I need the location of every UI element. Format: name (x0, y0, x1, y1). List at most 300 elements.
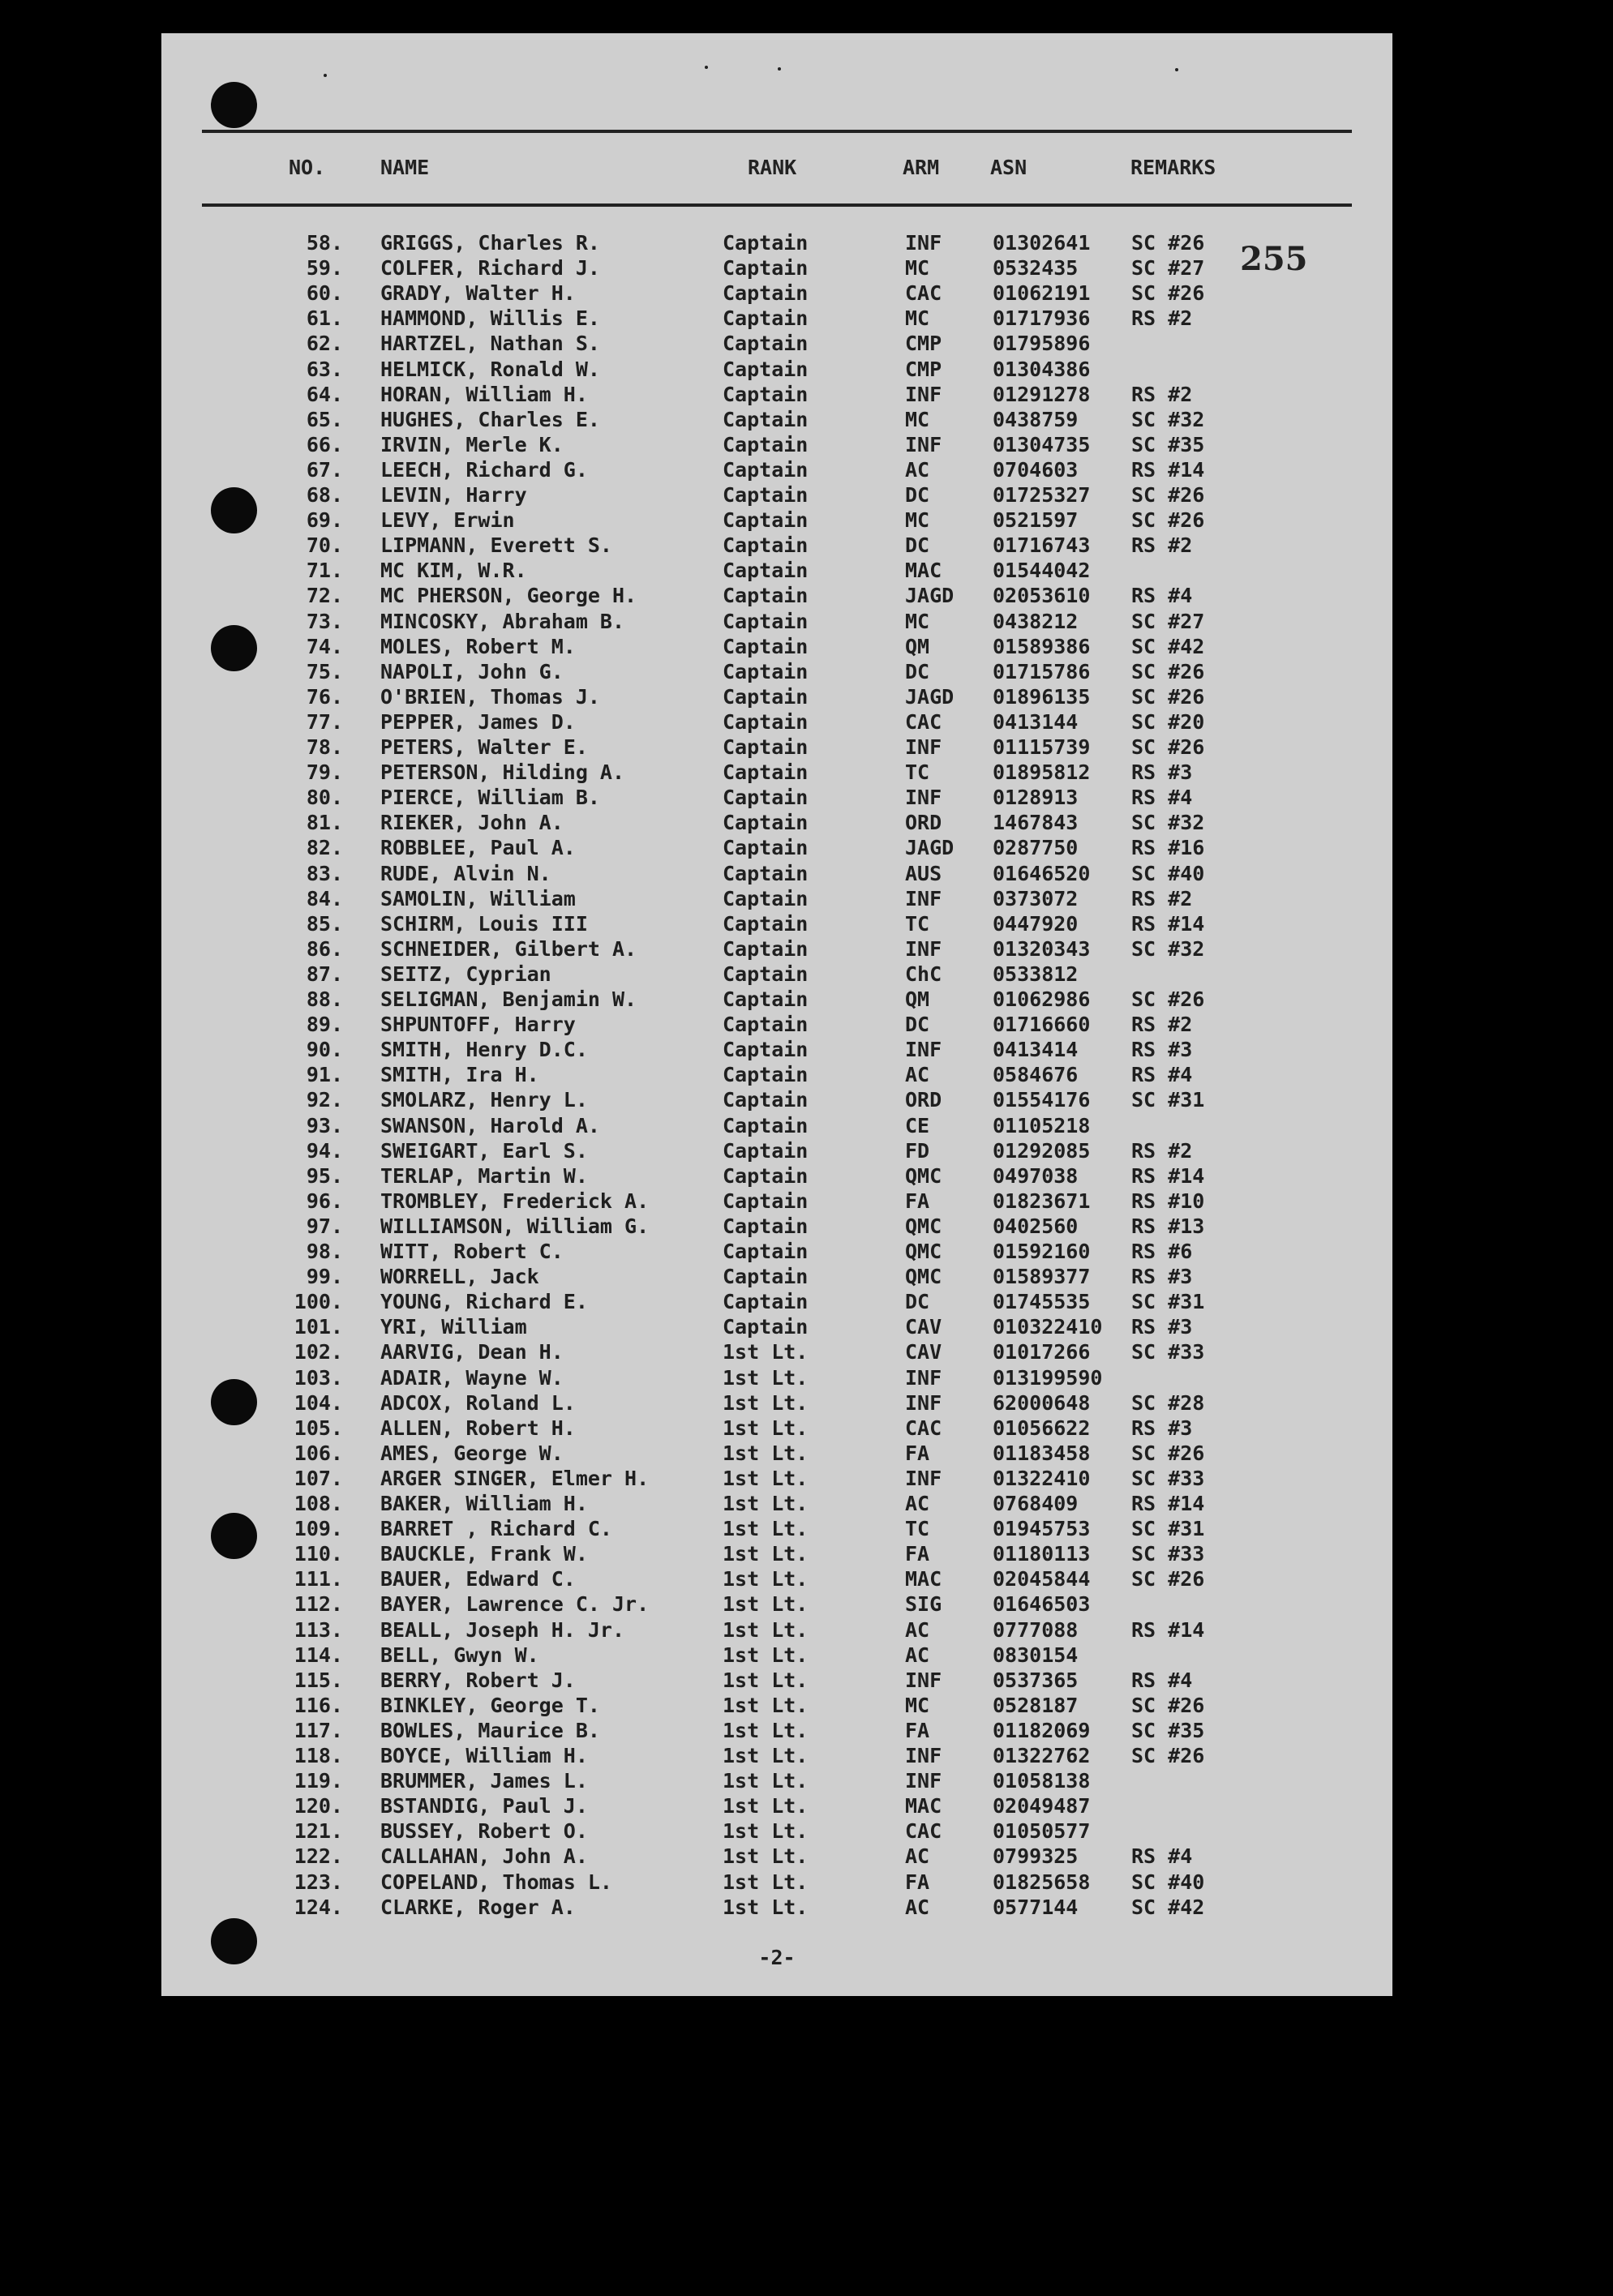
rank: Captain (723, 1163, 809, 1188)
officer-name: SCHIRM, Louis III (380, 911, 588, 936)
remarks: RS #2 (1131, 533, 1193, 558)
rank: Captain (723, 760, 809, 785)
officer-name: YRI, William (380, 1315, 527, 1339)
officer-name: BAUER, Edward C. (380, 1567, 576, 1591)
remarks: RS #6 (1131, 1240, 1193, 1263)
asn: 01304735 (993, 432, 1091, 456)
asn: 0447920 (993, 911, 1079, 936)
row-number: 78. (306, 735, 343, 759)
officer-name: SMITH, Ira H. (380, 1063, 539, 1087)
arm: MAC (905, 1567, 942, 1591)
asn: 01725327 (993, 483, 1091, 507)
rank: 1st Lt. (723, 1592, 809, 1617)
officer-name: SWANSON, Harold A. (380, 1113, 600, 1137)
row-number: 69. (306, 508, 343, 533)
row-number: 79. (306, 760, 343, 785)
row-number: 123. (294, 1870, 343, 1894)
row-number: 105. (294, 1416, 343, 1440)
asn: 01062986 (993, 987, 1091, 1011)
asn: 01896135 (993, 684, 1091, 709)
asn: 01745535 (993, 1290, 1091, 1314)
asn: 0532435 (993, 256, 1079, 281)
asn: 01646520 (993, 861, 1091, 885)
rank: 1st Lt. (723, 1819, 809, 1844)
arm: QMC (905, 1240, 942, 1263)
remarks: SC #31 (1131, 1088, 1205, 1112)
rank: 1st Lt. (723, 1517, 809, 1541)
rank: 1st Lt. (723, 1794, 809, 1818)
arm: CE (905, 1113, 930, 1137)
rank: Captain (723, 1113, 809, 1137)
officer-name: TROMBLEY, Frederick A. (380, 1189, 650, 1213)
arm: AC (905, 1492, 930, 1515)
officer-name: AMES, George W. (380, 1441, 564, 1465)
arm: QMC (905, 1163, 942, 1188)
remarks: SC #40 (1131, 1870, 1205, 1894)
rank: Captain (723, 936, 809, 961)
remarks: RS #3 (1131, 760, 1193, 785)
officer-name: O'BRIEN, Thomas J. (380, 684, 600, 709)
officer-name: WITT, Robert C. (380, 1240, 564, 1263)
asn: 01058138 (993, 1769, 1091, 1793)
arm: MC (905, 1693, 930, 1717)
asn: 0577144 (993, 1895, 1079, 1919)
rank: 1st Lt. (723, 1668, 809, 1692)
asn: 0584676 (993, 1063, 1079, 1087)
rank: 1st Lt. (723, 1895, 809, 1919)
table-row (161, 559, 1392, 584)
rank: Captain (723, 1315, 809, 1339)
table-row (161, 1265, 1392, 1290)
col-header-asn: ASN (990, 156, 1027, 179)
arm: QM (905, 634, 930, 658)
table-row (161, 1315, 1392, 1340)
officer-name: RIEKER, John A. (380, 811, 564, 835)
asn: 0413144 (993, 709, 1079, 734)
officer-name: AARVIG, Dean H. (380, 1340, 564, 1364)
ink-speck (705, 66, 708, 69)
arm: INF (905, 1769, 942, 1793)
officer-name: BAUCKLE, Frank W. (380, 1542, 588, 1566)
table-row (161, 987, 1392, 1013)
table-row (161, 306, 1392, 332)
officer-name: WILLIAMSON, William G. (380, 1214, 650, 1238)
rank: Captain (723, 634, 809, 658)
arm: DC (905, 533, 930, 558)
asn: 0537365 (993, 1668, 1079, 1692)
asn: 01715786 (993, 659, 1091, 683)
asn: 013199590 (993, 1365, 1103, 1390)
remarks: SC #33 (1131, 1542, 1205, 1566)
rank: Captain (723, 533, 809, 558)
rank: Captain (723, 483, 809, 507)
arm: INF (905, 1038, 942, 1062)
officer-name: CLARKE, Roger A. (380, 1895, 576, 1919)
remarks: RS #3 (1131, 1038, 1193, 1062)
row-number: 76. (306, 684, 343, 709)
table-row (161, 281, 1392, 306)
table-row (161, 1895, 1392, 1921)
table-row (161, 1340, 1392, 1365)
row-number: 111. (294, 1567, 343, 1591)
row-number: 84. (306, 886, 343, 910)
arm: QMC (905, 1214, 942, 1238)
remarks: RS #4 (1131, 1063, 1193, 1087)
remarks: SC #26 (1131, 231, 1205, 255)
table-row (161, 1819, 1392, 1844)
rank: 1st Lt. (723, 1870, 809, 1894)
table-row (161, 584, 1392, 609)
arm: AC (905, 1063, 930, 1087)
table-row (161, 1416, 1392, 1441)
row-number: 113. (294, 1617, 343, 1642)
arm: FA (905, 1718, 930, 1742)
officer-name: HAMMOND, Willis E. (380, 306, 600, 331)
officer-name: MC KIM, W.R. (380, 559, 527, 583)
rank: 1st Lt. (723, 1365, 809, 1390)
stamp-number: 255 (1240, 240, 1308, 278)
officer-name: COLFER, Richard J. (380, 256, 600, 281)
header-top-rule (202, 130, 1352, 133)
row-number: 88. (306, 987, 343, 1011)
officer-name: PETERS, Walter E. (380, 735, 588, 759)
rank: Captain (723, 987, 809, 1011)
arm: ChC (905, 962, 942, 986)
table-row (161, 786, 1392, 811)
arm: TC (905, 911, 930, 936)
rank: Captain (723, 684, 809, 709)
table-row (161, 1719, 1392, 1744)
arm: MC (905, 508, 930, 533)
table-row (161, 660, 1392, 685)
officer-name: SEITZ, Cyprian (380, 962, 551, 986)
table-row (161, 1794, 1392, 1819)
rank: Captain (723, 1038, 809, 1062)
row-number: 89. (306, 1013, 343, 1037)
asn: 0777088 (993, 1617, 1079, 1642)
remarks: SC #28 (1131, 1390, 1205, 1415)
officer-name: PIERCE, William B. (380, 786, 600, 810)
asn: 02045844 (993, 1567, 1091, 1591)
table-row (161, 383, 1392, 408)
rank: 1st Lt. (723, 1416, 809, 1440)
punch-hole (211, 82, 257, 128)
arm: ORD (905, 1088, 942, 1112)
table-row (161, 1542, 1392, 1567)
arm: INF (905, 1390, 942, 1415)
row-number: 68. (306, 483, 343, 507)
rank: 1st Lt. (723, 1844, 809, 1869)
arm: CMP (905, 332, 942, 356)
rank: Captain (723, 609, 809, 633)
arm: FA (905, 1542, 930, 1566)
arm: CAV (905, 1340, 942, 1364)
table-row (161, 508, 1392, 533)
asn: 01589386 (993, 634, 1091, 658)
table-row (161, 1189, 1392, 1214)
arm: AC (905, 457, 930, 482)
officer-name: SMOLARZ, Henry L. (380, 1088, 588, 1112)
officer-name: BERRY, Robert J. (380, 1668, 576, 1692)
asn: 0528187 (993, 1693, 1079, 1717)
row-number: 114. (294, 1643, 343, 1667)
table-row (161, 1492, 1392, 1517)
officer-name: HORAN, William H. (380, 382, 588, 406)
row-number: 77. (306, 709, 343, 734)
remarks: SC #27 (1131, 256, 1205, 281)
row-number: 64. (306, 382, 343, 406)
rank: 1st Lt. (723, 1744, 809, 1767)
arm: FA (905, 1870, 930, 1894)
row-number: 94. (306, 1138, 343, 1163)
rank: Captain (723, 584, 809, 608)
asn: 0413414 (993, 1038, 1079, 1062)
row-number: 61. (306, 306, 343, 331)
remarks: SC #26 (1131, 735, 1205, 759)
officer-name: HUGHES, Charles E. (380, 407, 600, 431)
asn: 01646503 (993, 1592, 1091, 1617)
table-row (161, 358, 1392, 383)
remarks: SC #26 (1131, 281, 1205, 306)
col-header-arm: ARM (903, 156, 940, 179)
table-row (161, 1618, 1392, 1643)
remarks: RS #2 (1131, 306, 1193, 331)
officer-name: BAKER, William H. (380, 1492, 588, 1515)
arm: QMC (905, 1265, 942, 1289)
officer-name: WORRELL, Jack (380, 1265, 539, 1289)
arm: MC (905, 609, 930, 633)
remarks: SC #35 (1131, 1718, 1205, 1742)
arm: JAGD (905, 584, 955, 608)
rank: Captain (723, 1290, 809, 1314)
row-number: 91. (306, 1063, 343, 1087)
asn: 02053610 (993, 584, 1091, 608)
rank: Captain (723, 231, 809, 255)
row-number: 74. (306, 634, 343, 658)
row-number: 73. (306, 609, 343, 633)
rank: Captain (723, 281, 809, 306)
rank: Captain (723, 382, 809, 406)
table-row (161, 1517, 1392, 1542)
arm: INF (905, 886, 942, 910)
row-number: 110. (294, 1542, 343, 1566)
officer-name: HELMICK, Ronald W. (380, 357, 600, 381)
arm: INF (905, 936, 942, 961)
table-row (161, 231, 1392, 256)
asn: 0533812 (993, 962, 1079, 986)
arm: CMP (905, 357, 942, 381)
officer-name: ALLEN, Robert H. (380, 1416, 576, 1440)
officer-name: BSTANDIG, Paul J. (380, 1794, 588, 1818)
officer-name: BARRET , Richard C. (380, 1517, 612, 1541)
arm: DC (905, 483, 930, 507)
arm: INF (905, 786, 942, 810)
remarks: SC #26 (1131, 508, 1205, 533)
arm: AC (905, 1844, 930, 1869)
row-number: 100. (294, 1290, 343, 1314)
officer-name: MINCOSKY, Abraham B. (380, 609, 625, 633)
asn: 01017266 (993, 1340, 1091, 1364)
rank: Captain (723, 432, 809, 456)
rank: Captain (723, 811, 809, 835)
document-page (161, 33, 1392, 1996)
row-number: 93. (306, 1113, 343, 1137)
table-row (161, 1063, 1392, 1088)
rank: Captain (723, 886, 809, 910)
row-number: 121. (294, 1819, 343, 1844)
remarks: SC #26 (1131, 1693, 1205, 1717)
remarks: SC #42 (1131, 634, 1205, 658)
officer-name: GRIGGS, Charles R. (380, 231, 600, 255)
officer-name: BINKLEY, George T. (380, 1693, 600, 1717)
table-row (161, 1290, 1392, 1315)
row-number: 120. (294, 1794, 343, 1818)
row-number: 90. (306, 1038, 343, 1062)
row-number: 122. (294, 1844, 343, 1869)
table-row (161, 610, 1392, 635)
row-number: 59. (306, 256, 343, 281)
table-row (161, 862, 1392, 887)
header-bottom-rule (202, 203, 1352, 207)
row-number: 71. (306, 559, 343, 583)
row-number: 117. (294, 1718, 343, 1742)
officer-name: BELL, Gwyn W. (380, 1643, 539, 1667)
officer-name: MC PHERSON, George H. (380, 584, 637, 608)
arm: MAC (905, 559, 942, 583)
officer-name: ADAIR, Wayne W. (380, 1365, 564, 1390)
arm: DC (905, 659, 930, 683)
officer-name: SELIGMAN, Benjamin W. (380, 987, 637, 1011)
remarks: RS #14 (1131, 1492, 1205, 1515)
table-row (161, 887, 1392, 912)
table-row (161, 1467, 1392, 1492)
arm: TC (905, 1517, 930, 1541)
remarks: RS #2 (1131, 1013, 1193, 1037)
asn: 0287750 (993, 836, 1079, 860)
row-number: 116. (294, 1693, 343, 1717)
arm: CAC (905, 1416, 942, 1440)
asn: 01322762 (993, 1744, 1091, 1767)
rank: Captain (723, 911, 809, 936)
asn: 0830154 (993, 1643, 1079, 1667)
asn: 01050577 (993, 1819, 1091, 1844)
rank: Captain (723, 1063, 809, 1087)
table-row (161, 332, 1392, 357)
rank: Captain (723, 1189, 809, 1213)
remarks: SC #26 (1131, 987, 1205, 1011)
table-row (161, 1441, 1392, 1467)
table-row (161, 1769, 1392, 1794)
row-number: 104. (294, 1390, 343, 1415)
table-row (161, 1114, 1392, 1139)
officer-name: ROBBLEE, Paul A. (380, 836, 576, 860)
asn: 01717936 (993, 306, 1091, 331)
table-row (161, 1567, 1392, 1592)
rank: Captain (723, 559, 809, 583)
table-row (161, 1844, 1392, 1870)
remarks: RS #4 (1131, 1668, 1193, 1692)
officer-name: BUSSEY, Robert O. (380, 1819, 588, 1844)
remarks: RS #2 (1131, 382, 1193, 406)
asn: 01320343 (993, 936, 1091, 961)
officer-name: LEECH, Richard G. (380, 457, 588, 482)
table-row (161, 1870, 1392, 1895)
row-number: 80. (306, 786, 343, 810)
remarks: RS #14 (1131, 911, 1205, 936)
officer-name: BOWLES, Maurice B. (380, 1718, 600, 1742)
asn: 0438759 (993, 407, 1079, 431)
arm: QM (905, 987, 930, 1011)
row-number: 98. (306, 1240, 343, 1263)
table-row (161, 1013, 1392, 1038)
rank: 1st Lt. (723, 1567, 809, 1591)
asn: 02049487 (993, 1794, 1091, 1818)
remarks: RS #2 (1131, 1138, 1193, 1163)
table-row (161, 1366, 1392, 1391)
asn: 0128913 (993, 786, 1079, 810)
officer-name: TERLAP, Martin W. (380, 1163, 588, 1188)
ink-speck (778, 67, 781, 71)
arm: MC (905, 256, 930, 281)
rank: Captain (723, 357, 809, 381)
table-row (161, 433, 1392, 458)
arm: JAGD (905, 684, 955, 709)
arm: CAC (905, 709, 942, 734)
remarks: SC #26 (1131, 684, 1205, 709)
table-row (161, 483, 1392, 508)
row-number: 96. (306, 1189, 343, 1213)
remarks: SC #32 (1131, 936, 1205, 961)
arm: AUS (905, 861, 942, 885)
arm: INF (905, 1466, 942, 1490)
row-number: 66. (306, 432, 343, 456)
remarks: RS #14 (1131, 1617, 1205, 1642)
row-number: 99. (306, 1265, 343, 1289)
officer-name: PEPPER, James D. (380, 709, 576, 734)
col-header-name: NAME (380, 156, 430, 179)
officer-name: MOLES, Robert M. (380, 634, 576, 658)
rank: Captain (723, 709, 809, 734)
table-row (161, 1038, 1392, 1063)
table-row (161, 1214, 1392, 1240)
table-row (161, 1164, 1392, 1189)
table-row (161, 962, 1392, 987)
asn: 0521597 (993, 508, 1079, 533)
asn: 01062191 (993, 281, 1091, 306)
row-number: 87. (306, 962, 343, 986)
asn: 01895812 (993, 760, 1091, 785)
asn: 0704603 (993, 457, 1079, 482)
arm: FA (905, 1441, 930, 1465)
officer-name: BRUMMER, James L. (380, 1769, 588, 1793)
remarks: SC #31 (1131, 1517, 1205, 1541)
arm: DC (905, 1013, 930, 1037)
remarks: SC #26 (1131, 483, 1205, 507)
table-row (161, 1240, 1392, 1265)
row-number: 58. (306, 231, 343, 255)
rank: Captain (723, 1013, 809, 1037)
asn: 01180113 (993, 1542, 1091, 1566)
asn: 01292085 (993, 1138, 1091, 1163)
officer-name: YOUNG, Richard E. (380, 1290, 588, 1314)
asn: 0438212 (993, 609, 1079, 633)
row-number: 112. (294, 1592, 343, 1617)
asn: 0799325 (993, 1844, 1079, 1869)
arm: MC (905, 407, 930, 431)
officer-name: COPELAND, Thomas L. (380, 1870, 612, 1894)
col-header-remarks: REMARKS (1130, 156, 1216, 179)
asn: 0497038 (993, 1163, 1079, 1188)
